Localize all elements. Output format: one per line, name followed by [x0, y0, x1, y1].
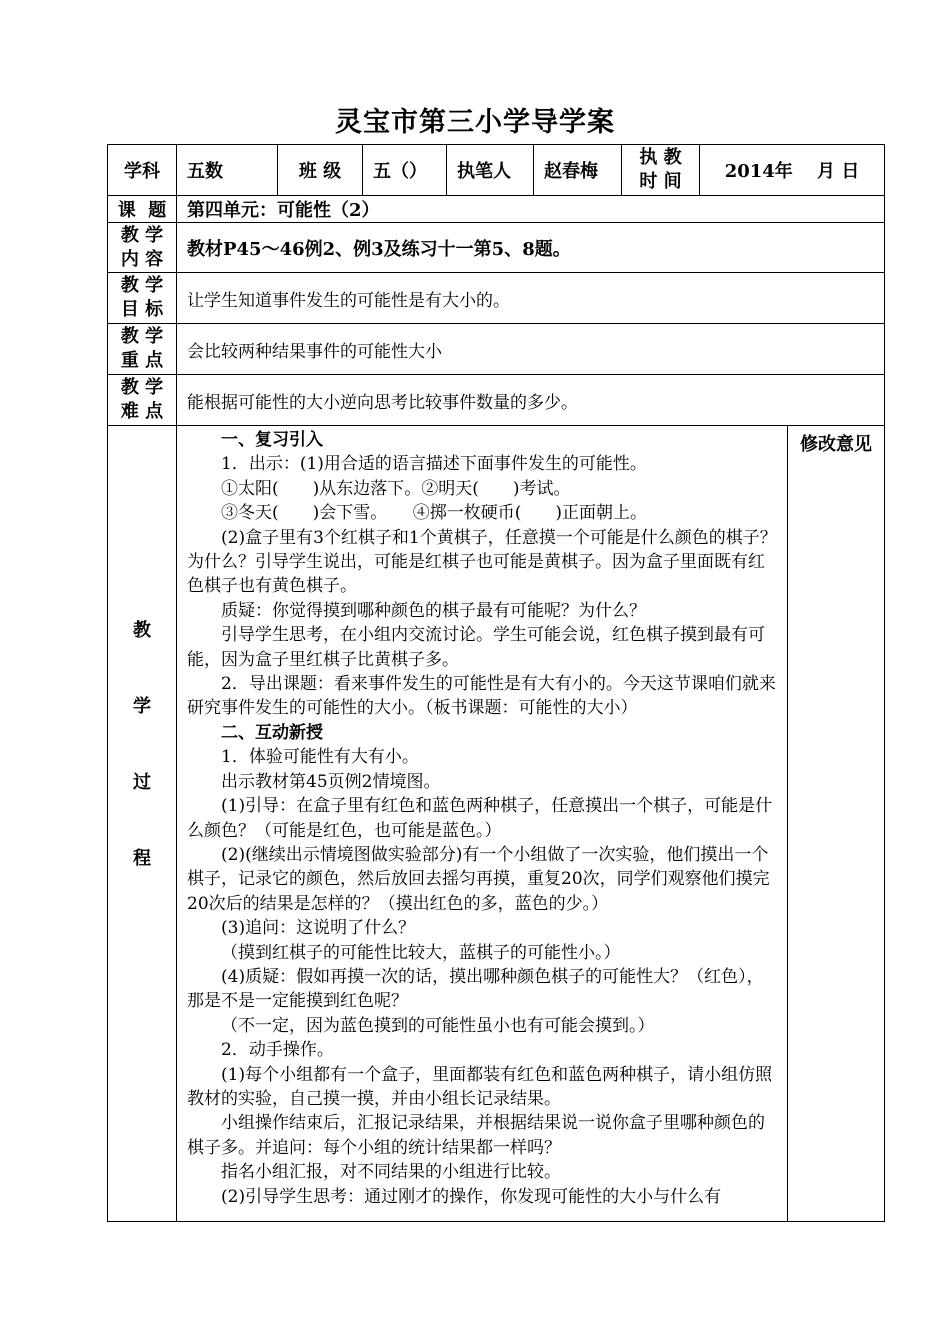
paragraph: (2)盒子里有3个红棋子和1个黄棋子，任意摸一个可能是什么颜色的棋子？为什么？引导学生说出，可能是红棋子也可能是黄棋子。因为盒子里面既有红色棋子也有黄色棋子。	[187, 527, 777, 597]
content-label-line1: 教 学	[120, 224, 164, 246]
content-label	[108, 223, 177, 273]
goal-value: 让学生知道事件发生的可能性是有大小的。	[177, 273, 885, 324]
paragraph: 质疑：你觉得摸到哪种颜色的棋子最有可能呢？为什么？	[221, 600, 646, 621]
process-label-char4: 程	[133, 848, 151, 869]
subject-value: 五数	[177, 145, 278, 196]
content-label-line2: 内 容	[120, 248, 164, 270]
class-value: 五（）	[363, 145, 447, 196]
goal-label	[108, 273, 177, 324]
paragraph: (1)引导：在盒子里有红色和蓝色两种棋子，任意摸出一个棋子，可能是什么颜色？（可能是红色，也可能是蓝色。）	[187, 796, 773, 841]
process-label-char3: 过	[133, 772, 151, 793]
document-title: 灵宝市第三小学导学案	[335, 107, 615, 138]
paragraph: （摸到红棋子的可能性比较大，蓝棋子的可能性小。）	[221, 942, 621, 963]
goal-label-line1: 教 学	[120, 275, 164, 296]
paragraph: (3)追问：这说明了什么？	[221, 918, 416, 939]
paragraph: 1．出示：(1)用合适的语言描述下面事件发生的可能性。	[221, 454, 647, 475]
process-label	[108, 426, 177, 1222]
process-label-char1: 教	[133, 620, 151, 641]
paragraph: ③冬天( )会下雪。 ④掷一枚硬币( )正面朝上。	[221, 503, 648, 524]
section-heading: 二、互动新授	[221, 722, 323, 743]
focus-value: 会比较两种结果事件的可能性大小	[177, 324, 885, 375]
difficulty-label	[108, 375, 177, 426]
difficulty-value: 能根据可能性的大小逆向思考比较事件数量的多少。	[177, 375, 885, 426]
author-value: 赵春梅	[534, 145, 622, 196]
focus-label-line1: 教 学	[120, 326, 164, 347]
paragraph: 2．导出课题：看来事件发生的可能性是有大有小的。今天这节课咱们就来研究事件发生的可能性的大小。（板书课题：可能性的大小）	[187, 674, 776, 719]
topic-value: 第四单元：可能性（2）	[177, 196, 885, 223]
subject-label: 学科	[108, 145, 177, 196]
goal-label-line2: 目 标	[120, 299, 164, 320]
content-value: 教材P45～46例2、例3及练习十一第5、8题。	[177, 223, 885, 273]
lesson-plan-table	[107, 144, 885, 1222]
teach-time-label-line2: 时 间	[639, 171, 682, 192]
paragraph: (4)质疑：假如再摸一次的话，摸出哪种颜色棋子的可能性大？（红色），那是不是一定能摸到红色呢？	[187, 966, 764, 1012]
author-label: 执笔人	[447, 145, 534, 196]
difficulty-label-line2: 难 点	[120, 401, 164, 422]
topic-label-char1: 课	[117, 200, 136, 221]
focus-label-line2: 重 点	[120, 350, 164, 371]
paragraph: ①太阳( )从东边落下。②明天( )考试。	[221, 478, 571, 499]
paragraph: 出示教材第45页例2情境图。	[221, 771, 441, 792]
class-label: 班 级	[278, 145, 363, 196]
difficulty-label-line1: 教 学	[120, 377, 164, 398]
topic-label-char2: 题	[148, 200, 167, 221]
focus-label	[108, 324, 177, 375]
modification-notes-column: 修改意见	[788, 426, 885, 1222]
paragraph: (2)(继续出示情境图做实验部分)有一个小组做了一次实验，他们摸出一个棋子，记录它的颜色，然后放回去摇匀再摸，重复20次，同学们观察他们摸完20次后的结果是怎样的？（摸出红色的多，蓝色的少。）	[187, 844, 770, 914]
section-heading: 一、复习引入	[221, 430, 323, 450]
teach-time-label-line1: 执 教	[639, 147, 682, 168]
teach-time-label	[622, 145, 700, 196]
topic-label	[108, 196, 177, 223]
paragraph: 指名小组汇报，对不同结果的小组进行比较。	[221, 1162, 561, 1183]
paragraph: 引导学生思考，在小组内交流讨论。学生可能会说，红色棋子摸到最有可能，因为盒子里红棋子比黄棋子多。	[187, 625, 765, 670]
paragraph: 1．体验可能性有大有小。	[221, 747, 419, 768]
paragraph: (1)每个小组都有一个盒子，里面都装有红色和蓝色两种棋子，请小组仿照教材的实验，自己摸一摸，并由小组长记录结果。	[187, 1064, 773, 1109]
process-label-char2: 学	[133, 696, 151, 717]
teach-time-value: 2014年 月 日	[700, 145, 885, 196]
process-content	[177, 426, 788, 1222]
paragraph: 2．动手操作。	[221, 1040, 334, 1061]
paragraph: (2)引导学生思考：通过刚才的操作，你发现可能性的大小与什么有	[221, 1186, 722, 1207]
paragraph: 小组操作结束后，汇报记录结果，并根据结果说一说你盒子里哪种颜色的棋子多。并追问：每个小组的统计结果都一样吗？	[187, 1113, 765, 1158]
paragraph: （不一定，因为蓝色摸到的可能性虽小也有可能会摸到。）	[221, 1015, 655, 1036]
